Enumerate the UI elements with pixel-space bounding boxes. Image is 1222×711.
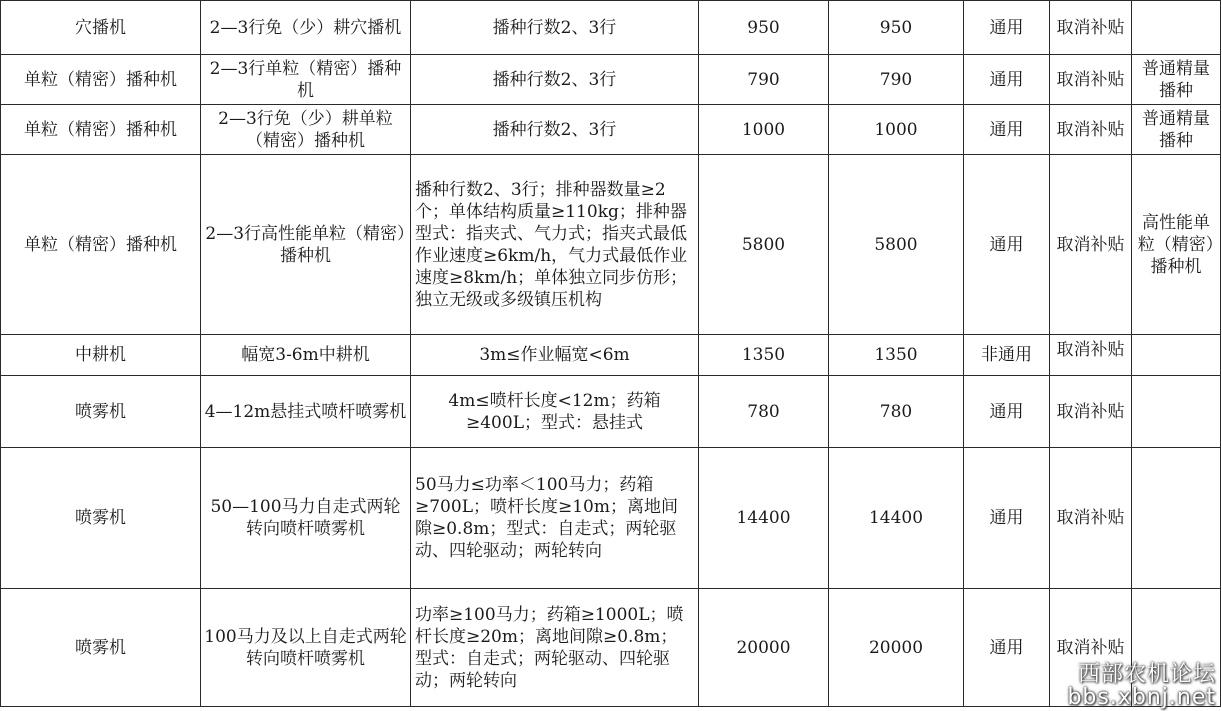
watermark-title: 西部农机论坛 bbox=[1077, 661, 1216, 687]
note-cell: 普通精量播种 bbox=[1132, 105, 1221, 155]
price-cell: 790 bbox=[829, 55, 964, 105]
table-row bbox=[1, 155, 1221, 335]
action-cell: 取消补贴 bbox=[1050, 448, 1132, 589]
price-cell: 1000 bbox=[699, 105, 829, 155]
table-row bbox=[1, 448, 1221, 589]
item-name-cell: 2—3行单粒（精密）播种机 bbox=[201, 55, 411, 105]
scope-cell: 通用 bbox=[964, 55, 1050, 105]
spec-cell: 播种行数2、3行；排种器数量≥2个；单体结构质量≥110kg；排种器型式：指夹式、气力式；指夹式最低作业速度≥6km/h，气力式最低作业速度≥8km/h；单体独立同步仿形；独立无级或多级镇压机构 bbox=[411, 155, 699, 335]
scope-cell: 通用 bbox=[964, 105, 1050, 155]
forum-watermark bbox=[1067, 663, 1216, 709]
price-cell: 1000 bbox=[829, 105, 964, 155]
watermark-url: bbs.xbnj.net bbox=[1067, 684, 1216, 710]
note-cell: 高性能单粒（精密）播种机 bbox=[1132, 155, 1221, 335]
table-row bbox=[1, 335, 1221, 376]
table-row bbox=[1, 55, 1221, 105]
spec-cell: 50马力≤功率＜100马力；药箱≥700L；喷杆长度≥10m；离地间隙≥0.8m；型式：自走式；两轮驱动、四轮驱动；两轮转向 bbox=[411, 448, 699, 589]
spec-cell: 播种行数2、3行 bbox=[411, 55, 699, 105]
machine-type-cell: 喷雾机 bbox=[1, 448, 201, 589]
price-cell: 780 bbox=[699, 376, 829, 448]
item-name-cell: 2—3行高性能单粒（精密）播种机 bbox=[201, 155, 411, 335]
machine-type-cell: 中耕机 bbox=[1, 335, 201, 376]
scope-cell: 通用 bbox=[964, 589, 1050, 707]
price-cell: 780 bbox=[829, 376, 964, 448]
machine-type-cell: 单粒（精密）播种机 bbox=[1, 105, 201, 155]
price-cell: 5800 bbox=[699, 155, 829, 335]
price-cell: 950 bbox=[829, 1, 964, 55]
note-cell bbox=[1132, 376, 1221, 448]
action-cell: 取消补贴 bbox=[1050, 1, 1132, 55]
spec-cell: 播种行数2、3行 bbox=[411, 105, 699, 155]
spec-cell: 功率≥100马力；药箱≥1000L；喷杆长度≥20m；离地间隙≥0.8m；型式：自走式；两轮驱动、四轮驱动；两轮转向 bbox=[411, 589, 699, 707]
scope-cell: 非通用 bbox=[964, 335, 1050, 376]
action-cell: 取消补贴 bbox=[1050, 55, 1132, 105]
action-cell: 取消补贴 bbox=[1050, 589, 1132, 707]
spec-cell: 3m≤作业幅宽<6m bbox=[411, 335, 699, 376]
machine-type-cell: 单粒（精密）播种机 bbox=[1, 155, 201, 335]
scope-cell: 通用 bbox=[964, 448, 1050, 589]
note-cell bbox=[1132, 1, 1221, 55]
machine-type-cell: 喷雾机 bbox=[1, 376, 201, 448]
action-cell: 取消补贴 bbox=[1050, 155, 1132, 335]
item-name-cell: 幅宽3-6m中耕机 bbox=[201, 335, 411, 376]
price-cell: 950 bbox=[699, 1, 829, 55]
item-name-cell: 100马力及以上自走式两轮转向喷杆喷雾机 bbox=[201, 589, 411, 707]
machine-type-cell: 喷雾机 bbox=[1, 589, 201, 707]
machine-type-cell: 单粒（精密）播种机 bbox=[1, 55, 201, 105]
price-cell: 20000 bbox=[699, 589, 829, 707]
scope-cell: 通用 bbox=[964, 376, 1050, 448]
price-cell: 1350 bbox=[829, 335, 964, 376]
scope-cell: 通用 bbox=[964, 1, 1050, 55]
item-name-cell: 2—3行免（少）耕单粒（精密）播种机 bbox=[201, 105, 411, 155]
price-cell: 20000 bbox=[829, 589, 964, 707]
table-row bbox=[1, 1, 1221, 55]
price-cell: 1350 bbox=[699, 335, 829, 376]
price-cell: 14400 bbox=[699, 448, 829, 589]
note-cell bbox=[1132, 448, 1221, 589]
table-row bbox=[1, 105, 1221, 155]
action-cell: 取消补贴 bbox=[1050, 105, 1132, 155]
action-cell: 取消补贴 bbox=[1050, 335, 1132, 376]
note-cell: 普通精量播种 bbox=[1132, 55, 1221, 105]
machine-type-cell: 穴播机 bbox=[1, 1, 201, 55]
item-name-cell: 2—3行免（少）耕穴播机 bbox=[201, 1, 411, 55]
spec-cell: 播种行数2、3行 bbox=[411, 1, 699, 55]
spec-cell: 4m≤喷杆长度<12m；药箱≥400L；型式：悬挂式 bbox=[411, 376, 699, 448]
item-name-cell: 4—12m悬挂式喷杆喷雾机 bbox=[201, 376, 411, 448]
table-row bbox=[1, 376, 1221, 448]
price-cell: 5800 bbox=[829, 155, 964, 335]
item-name-cell: 50—100马力自走式两轮转向喷杆喷雾机 bbox=[201, 448, 411, 589]
action-cell: 取消补贴 bbox=[1050, 376, 1132, 448]
note-cell bbox=[1132, 335, 1221, 376]
scope-cell: 通用 bbox=[964, 155, 1050, 335]
price-cell: 14400 bbox=[829, 448, 964, 589]
price-cell: 790 bbox=[699, 55, 829, 105]
table-row bbox=[1, 589, 1221, 707]
